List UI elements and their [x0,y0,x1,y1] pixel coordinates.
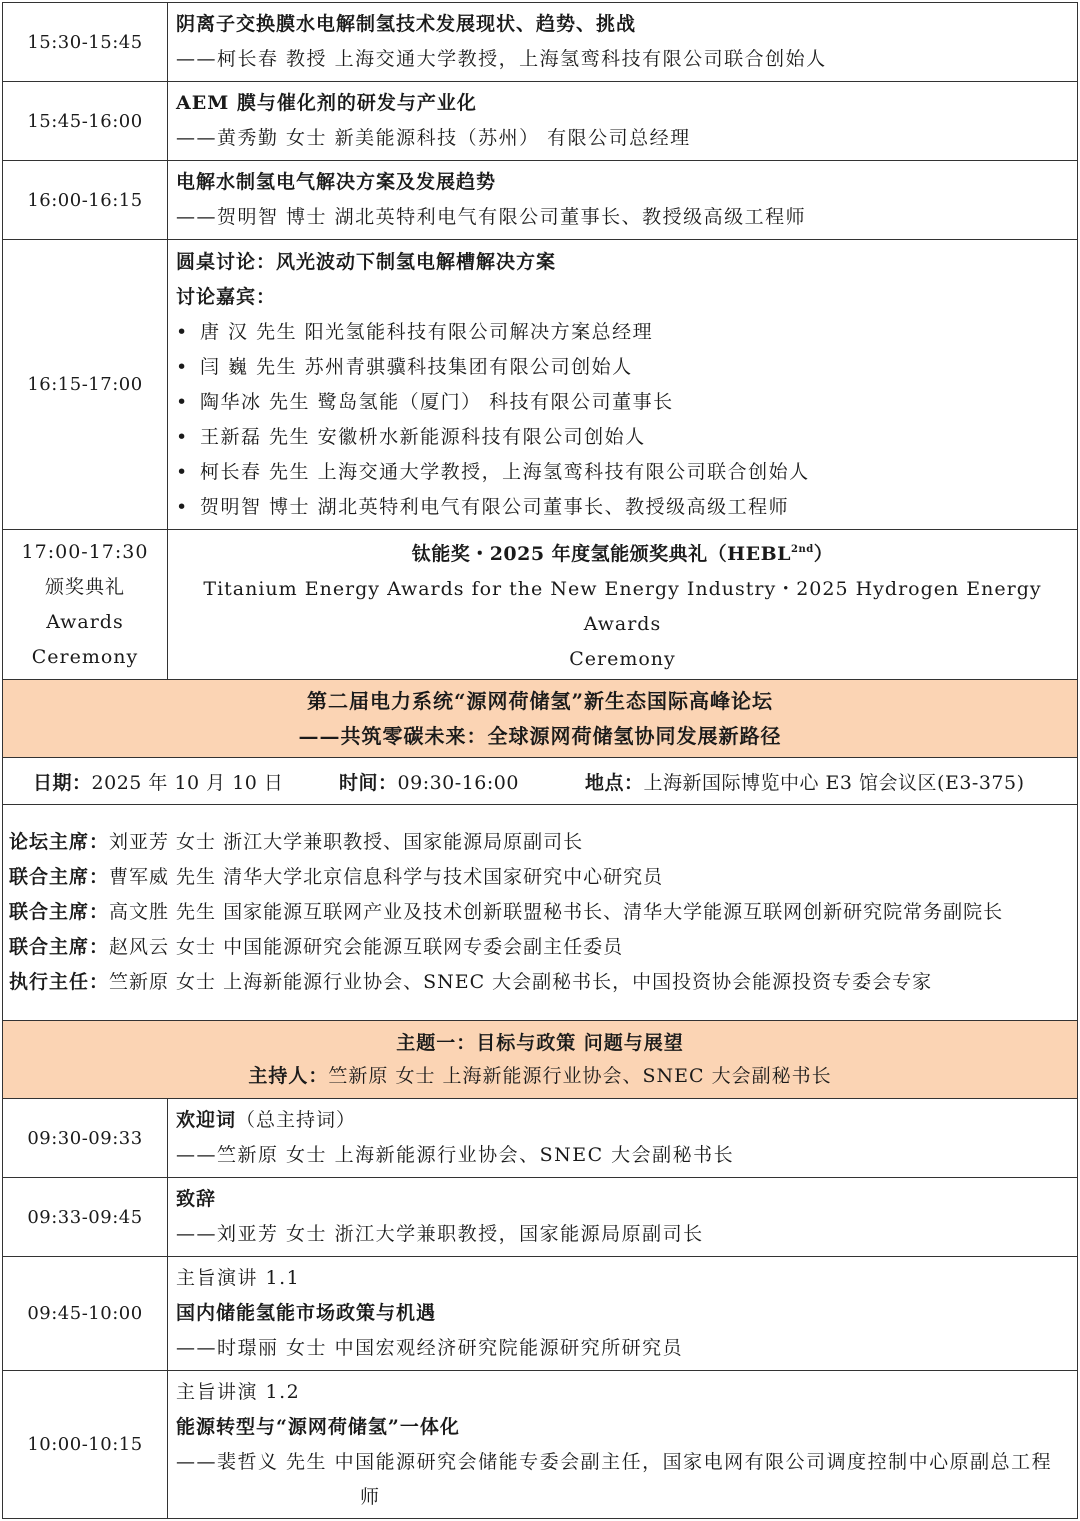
keynote-content [168,1371,1078,1519]
host-value: 竺新原 女士 上海新能源行业协会、SNEC 大会副秘书长 [328,1064,832,1087]
session-title: AEM 膜与催化剂的研发与产业化 [176,92,477,114]
awards-time-en2: Ceremony [31,645,139,668]
guest-item: • 贺明智 博士 湖北英特利电气有限公司董事长、教授级高级工程师 [176,490,1069,525]
awards-time-en1: Awards [46,610,124,633]
session-content [168,82,1078,161]
awards-title-en1: Titanium Energy Awards for the New Energy Industry・2025 Hydrogen Energy Awards [203,578,1042,635]
guest-item: • 王新磊 先生 安徽枡水新能源科技有限公司创始人 [176,420,1069,455]
date-info [33,768,339,795]
theme-host [3,1060,1077,1093]
awards-time-cn: 颁奖典礼 [44,575,125,598]
keynote-label: 主旨讲演 1.2 [176,1380,301,1403]
keynote-content [168,1257,1078,1371]
session-time: 09:33-09:45 [3,1178,168,1257]
session-content [168,1099,1078,1178]
chairs-row [3,805,1078,1021]
time-info [339,768,585,795]
agenda-table [2,2,1078,1519]
keynote-title: 能源转型与“源网荷储氢”一体化 [176,1415,460,1438]
keynote-row [3,1257,1078,1371]
guest-item: • 陶华冰 先生 鹭岛氢能（厦门） 科技有限公司董事长 [176,385,1069,420]
awards-row [3,530,1078,680]
session-speaker: ——刘亚芳 女士 浙江大学兼职教授，国家能源局原副司长 [176,1223,704,1245]
session-row [3,1099,1078,1178]
keynote-time: 10:00-10:15 [3,1371,168,1519]
date-value: 2025 年 10 月 10 日 [91,771,284,794]
session-content [168,161,1078,240]
roundtable-time: 16:15-17:00 [3,240,168,530]
chair-role: 联合主席： [9,936,110,958]
session-time: 09:30-09:33 [3,1099,168,1178]
chair-item [9,965,1071,1000]
awards-time-range: 17:00-17:30 [21,540,149,563]
awards-title-text: 钛能奖・2025 年度氢能颁奖典礼（HEBL [411,543,792,565]
guest-item: • 唐 汉 先生 阳光氢能科技有限公司解决方案总经理 [176,315,1069,350]
dateline-row [3,758,1078,805]
awards-title-close: ） [813,543,834,565]
session-speaker: ——柯长春 教授 上海交通大学教授，上海氢鸾科技有限公司联合创始人 [176,48,827,70]
forum-header [3,680,1078,758]
roundtable-row [3,240,1078,530]
chair-text: 刘亚芳 女士 浙江大学兼职教授、国家能源局原副司长 [109,831,584,853]
date-label: 日期： [33,771,92,794]
chair-item [9,895,1071,930]
guest-item: • 柯长春 先生 上海交通大学教授，上海氢鸾科技有限公司联合创始人 [176,455,1069,490]
guest-item: • 闫 巍 先生 苏州青骐骥科技集团有限公司创始人 [176,350,1069,385]
time-value: 09:30-16:00 [397,771,519,794]
place-value: 上海新国际博览中心 E3 馆会议区(E3-375) [643,771,1025,794]
keynote-speaker: ——时璟丽 女士 中国宏观经济研究院能源研究所研究员 [176,1337,684,1359]
chair-item [9,930,1071,965]
theme-header-row [3,1021,1078,1099]
chair-role: 论坛主席： [9,831,110,853]
roundtable-content [168,240,1078,530]
place-info [585,768,1025,795]
session-row [3,3,1078,82]
chair-role: 联合主席： [9,901,110,923]
awards-title [176,532,1069,572]
theme-header [3,1021,1078,1099]
forum-title: 第二届电力系统“源网荷储氢”新生态国际高峰论坛 [306,688,773,713]
session-time: 16:00-16:15 [3,161,168,240]
session-speaker: ——黄秀勤 女士 新美能源科技（苏州） 有限公司总经理 [176,127,691,149]
host-label: 主持人： [248,1064,329,1087]
awards-time [3,530,168,680]
session-time: 15:30-15:45 [3,3,168,82]
session-content [168,1178,1078,1257]
session-title: 阴离子交换膜水电解制氢技术发展现状、趋势、挑战 [176,13,637,35]
chair-text: 曹军威 先生 清华大学北京信息科学与技术国家研究中心研究员 [109,866,664,888]
session-title-note: （总主持词） [236,1109,357,1131]
session-row [3,161,1078,240]
chair-item [9,825,1071,860]
session-title: 致辞 [176,1188,217,1210]
session-time: 15:45-16:00 [3,82,168,161]
chair-role: 联合主席： [9,866,110,888]
session-speaker: ——贺明智 博士 湖北英特利电气有限公司董事长、教授级高级工程师 [176,206,807,228]
chair-item [9,860,1071,895]
roundtable-title: 圆桌讨论：风光波动下制氢电解槽解决方案 [176,250,557,273]
keynote-label: 主旨演讲 1.1 [176,1267,301,1289]
session-content [168,3,1078,82]
theme-title: 主题一：目标与政策 问题与展望 [396,1031,684,1054]
guests-label: 讨论嘉宾： [176,285,277,308]
awards-title-sup: 2nd [791,544,814,555]
awards-title-en2: Ceremony [569,648,676,670]
dateline [3,758,1078,805]
chairs-block [3,805,1078,1021]
session-row [3,82,1078,161]
keynote-time: 09:45-10:00 [3,1257,168,1371]
session-title: 电解水制氢电气解决方案及发展趋势 [176,171,497,193]
time-label: 时间： [339,771,398,794]
keynote-title: 国内储能氢能市场政策与机遇 [176,1302,437,1324]
session-title-text: 欢迎词 [176,1109,237,1131]
forum-subtitle: ——共筑零碳未来：全球源网荷储氢协同发展新路径 [298,723,782,748]
chair-role: 执行主任： [9,971,110,993]
session-title [176,1103,1069,1138]
session-speaker: ——竺新原 女士 上海新能源行业协会、SNEC 大会副秘书长 [176,1144,735,1166]
keynote-row [3,1371,1078,1519]
place-label: 地点： [585,771,644,794]
awards-content [168,530,1078,680]
chair-text: 赵风云 女士 中国能源研究会能源互联网专委会副主任委员 [109,936,624,958]
session-row [3,1178,1078,1257]
chair-text: 竺新原 女士 上海新能源行业协会、SNEC 大会副秘书长，中国投资协会能源投资专委会专家 [109,971,933,993]
keynote-speaker: ——裴哲义 先生 中国能源研究会储能专委会副主任，国家电网有限公司调度控制中心原副总工程师 [176,1450,1053,1508]
chair-text: 高文胜 先生 国家能源互联网产业及技术创新联盟秘书长、清华大学能源互联网创新研究院常务副院长 [109,901,1004,923]
forum-header-row [3,680,1078,758]
